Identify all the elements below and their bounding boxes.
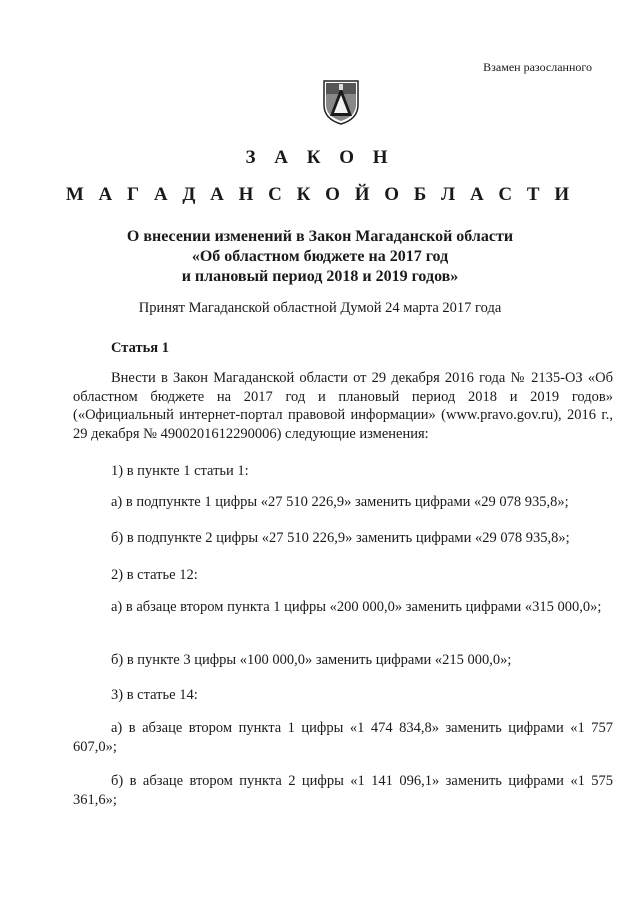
law-subject xyxy=(0,227,640,287)
adoption-note: Принят Магаданской областной Думой 24 марта 2017 года xyxy=(138,300,502,316)
magadan-coat-of-arms-icon xyxy=(321,78,361,126)
subject-line: «Об областном бюджете на 2017 год xyxy=(191,248,449,265)
replacement-stamp: Взамен разосланного xyxy=(483,60,592,74)
article-heading: Статья 1 xyxy=(111,340,169,356)
subject-line: и плановый период 2018 и 2019 годов» xyxy=(181,268,459,285)
amendment-item: а) в абзаце втором пункта 1 цифры «200 000,0» заменить цифрами «315 000,0»; xyxy=(111,599,602,615)
amendment-item: 2) в статье 12: xyxy=(111,567,198,583)
amendment-item: а) в абзаце втором пункта 1 цифры «1 474 834,8» заменить цифрами «1 757 607,0»; xyxy=(73,720,613,755)
amendment-item: 1) в пункте 1 статьи 1: xyxy=(111,463,249,479)
amendment-item: б) в пункте 3 цифры «100 000,0» заменить цифрами «215 000,0»; xyxy=(111,652,512,668)
amendment-item: б) в абзаце втором пункта 2 цифры «1 141 096,1» заменить цифрами «1 575 361,6»; xyxy=(73,773,613,808)
subject-line: О внесении изменений в Закон Магаданской области xyxy=(126,228,514,245)
intro-paragraph: Внести в Закон Магаданской области от 29 декабря 2016 года № 2135-ОЗ «Об областном бюджете на 2017 год и плановый период 2018 и 2019 годов» («Официальный интернет-портал правовой информации» (www.pravo.gov.ru), 2016 г., 29 декабря № 4900201612290006) следующие изменения: xyxy=(73,370,613,442)
document-type-title: З А К О Н xyxy=(245,147,395,168)
amendment-item: а) в подпункте 1 цифры «27 510 226,9» заменить цифрами «29 078 935,8»; xyxy=(111,494,569,510)
amendment-item: б) в подпункте 2 цифры «27 510 226,9» заменить цифрами «29 078 935,8»; xyxy=(111,530,570,546)
region-title: М А Г А Д А Н С К О Й О Б Л А С Т И xyxy=(65,184,575,205)
amendment-item: 3) в статье 14: xyxy=(111,687,198,703)
